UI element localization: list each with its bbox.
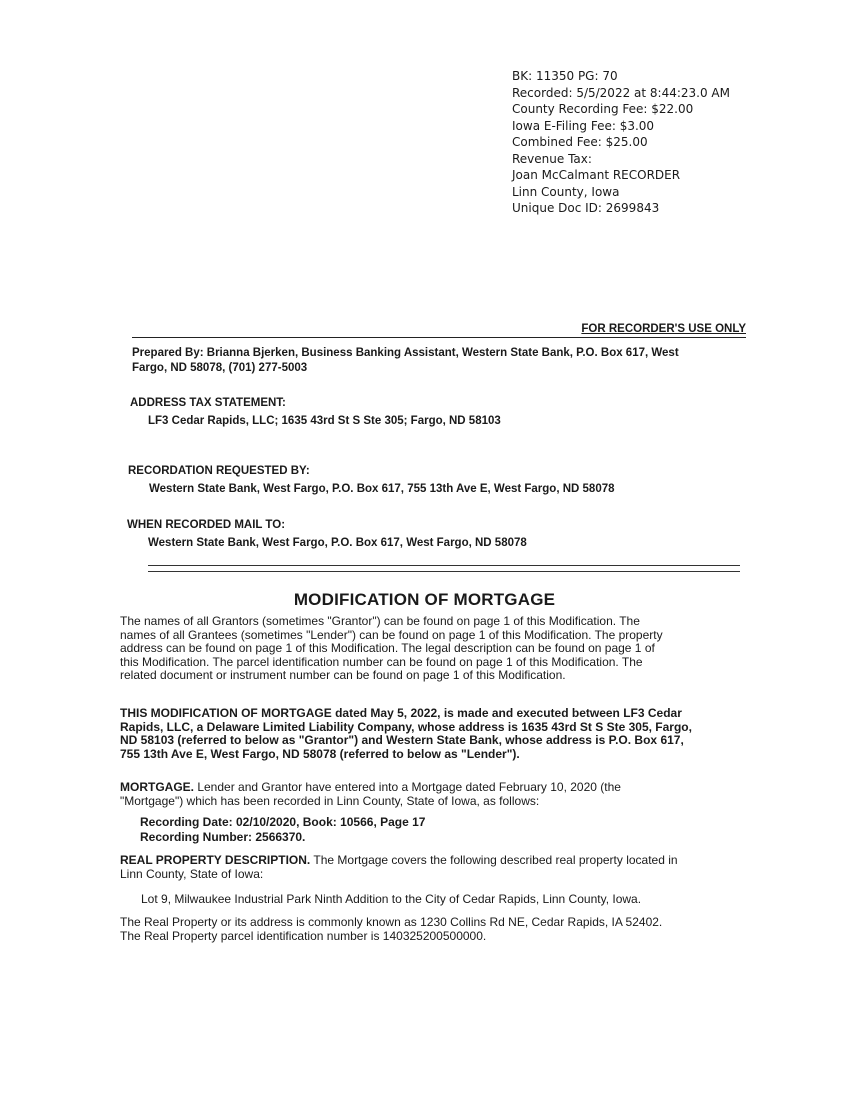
recordation-value: Western State Bank, West Fargo, P.O. Box 617, 755 13th Ave E, West Fargo, ND 58078 — [149, 483, 615, 495]
property-address-line: The Real Property or its address is commonly known as 1230 Collins Rd NE, Cedar Rapids, IA 52402. — [120, 915, 663, 929]
recorder-line: Revenue Tax: — [512, 151, 592, 166]
document-title: MODIFICATION OF MORTGAGE — [293, 590, 556, 609]
recording-date: Recording Date: 02/10/2020, Book: 10566, Page 17 — [140, 815, 426, 829]
recorder-stamp — [512, 68, 812, 217]
recorder-divider — [132, 323, 746, 338]
prepared-by-line: Prepared By: Brianna Bjerken, Business Banking Assistant, Western State Bank, P.O. Box 617, West — [132, 347, 679, 359]
address-tax-statement — [130, 396, 501, 429]
mail-to-value: Western State Bank, West Fargo, P.O. Box 617, West Fargo, ND 58078 — [148, 537, 527, 549]
recorder-line: Iowa E-Filing Fee: $3.00 — [512, 118, 655, 133]
intro-line: address can be found on page 1 of this Modification. The legal description can be found on page 1 of — [120, 641, 655, 655]
mortgage-label: MORTGAGE. — [120, 780, 194, 794]
recorder-line: County Recording Fee: $22.00 — [512, 102, 694, 116]
recorder-line: Linn County, Iowa — [512, 184, 620, 199]
intro-line: The names of all Grantors (sometimes "Grantor") can be found on page 1 of this Modification. The — [120, 614, 640, 628]
prepared-by — [132, 346, 679, 376]
mail-to-heading: WHEN RECORDED MAIL TO: — [127, 519, 286, 531]
recorder-line: BK: 11350 PG: 70 — [512, 69, 618, 83]
intro-line: related document or instrument number can be found on page 1 of this Modification. — [120, 668, 566, 682]
mortgage-text: Lender and Grantor have entered into a Mortgage dated February 10, 2020 (the — [194, 780, 621, 794]
recorder-line: Unique Doc ID: 2699843 — [512, 201, 660, 215]
section-divider — [148, 565, 740, 572]
mortgage-line — [120, 781, 740, 795]
address-tax-value: LF3 Cedar Rapids, LLC; 1635 43rd St S Ste 305; Fargo, ND 58103 — [148, 415, 501, 427]
real-property-label: REAL PROPERTY DESCRIPTION. — [120, 853, 311, 867]
recording-number: Recording Number: 2566370. — [140, 830, 306, 844]
real-property-line: Linn County, State of Iowa: — [120, 866, 264, 881]
when-recorded-mail-to — [127, 518, 527, 551]
intro-line: this Modification. The parcel identification number can be found on page 1 of this Modification. The — [120, 654, 643, 669]
modification-line: THIS MODIFICATION OF MORTGAGE dated May 5, 2022, is made and executed between LF3 Cedar — [120, 706, 682, 720]
legal-description — [141, 893, 741, 907]
real-property-paragraph — [120, 854, 740, 881]
real-property-line — [120, 854, 740, 868]
recording-info — [140, 815, 425, 845]
modification-line: Rapids, LLC, a Delaware Limited Liability Company, whose address is 1635 43rd St S Ste 305, Fargo, — [120, 719, 692, 734]
recorder-line: Joan McCalmant RECORDER — [512, 168, 681, 182]
modification-line: 755 13th Ave E, West Fargo, ND 58078 (referred to below as "Lender"). — [120, 746, 520, 761]
address-tax-heading: ADDRESS TAX STATEMENT: — [130, 397, 286, 409]
modification-line: ND 58103 (referred to below as "Grantor") and Western State Bank, whose address is P.O. Box 617, — [120, 733, 684, 747]
intro-paragraph — [120, 615, 740, 683]
mortgage-line: "Mortgage") which has been recorded in Linn County, State of Iowa, as follows: — [120, 793, 540, 808]
prepared-by-line: Fargo, ND 58078, (701) 277-5003 — [132, 362, 308, 374]
mortgage-paragraph — [120, 781, 740, 808]
recordation-heading: RECORDATION REQUESTED BY: — [128, 465, 310, 477]
modification-paragraph — [120, 707, 740, 761]
property-address-paragraph — [120, 916, 740, 943]
parcel-number-line: The Real Property parcel identification number is 140325200500000. — [120, 928, 487, 943]
intro-line: names of all Grantees (sometimes "Lender") can be found on page 1 of this Modification. The property — [120, 627, 663, 642]
recorder-line: Recorded: 5/5/2022 at 8:44:23.0 AM — [512, 85, 730, 100]
recorder-use-only-label: FOR RECORDER'S USE ONLY — [581, 323, 746, 335]
real-property-text: The Mortgage covers the following described real property located in — [310, 853, 678, 867]
lot-description: Lot 9, Milwaukee Industrial Park Ninth Addition to the City of Cedar Rapids, Linn County, Iowa. — [141, 892, 642, 906]
recordation-requested-by — [128, 464, 615, 497]
recorder-line: Combined Fee: $25.00 — [512, 135, 648, 149]
